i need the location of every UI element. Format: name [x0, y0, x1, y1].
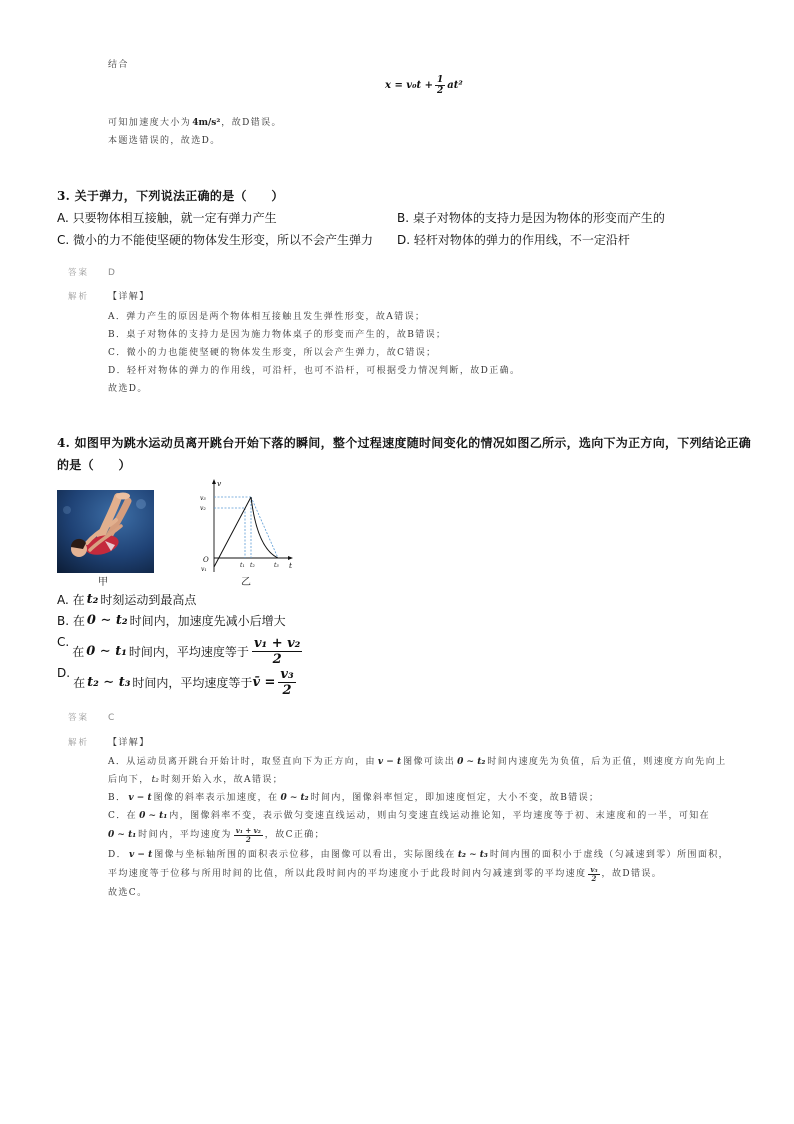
- q4-option-c: [57, 632, 305, 667]
- diver-photo: [57, 490, 154, 573]
- math-segment: 0 ∼ t₁: [108, 830, 137, 840]
- q3-option-b: B. 桌子对物体的支持力是因为物体的形变而产生的: [397, 211, 665, 225]
- q4-analysis-label: 解析: [68, 738, 90, 748]
- math-segment: 0 ∼ t₁: [86, 644, 127, 659]
- text-segment: 图像的斜率表示加速度，在: [153, 793, 279, 803]
- text-segment: 时刻运动到最高点: [100, 593, 197, 607]
- text-segment: D．: [108, 850, 128, 860]
- q4-explanation-c-line1: [108, 810, 710, 822]
- math-segment: t₂: [86, 592, 99, 607]
- fraction-numerator: v₃: [280, 667, 294, 682]
- v2-label: v₂: [200, 505, 206, 512]
- fraction-denominator: 2: [591, 873, 597, 883]
- text-segment: ，故D错误。: [221, 118, 282, 128]
- text-segment: 图像可读出: [403, 757, 456, 767]
- text-segment: ，故D错误。: [601, 869, 663, 879]
- q3-detail-heading: 【详解】: [108, 292, 150, 302]
- stadium-light: [63, 506, 71, 514]
- q4-explanation-b: [108, 792, 599, 804]
- text-segment: 在: [73, 676, 86, 690]
- text-segment: 内，图像斜率不变，表示做匀变速直线运动，则由匀变速直线运动推论知，平均速度等于初、末速度和的一半，可知在: [169, 811, 711, 821]
- vt-graph: [198, 478, 298, 574]
- text-segment: 时间内速度先为负值，后为正值，则速度方向先向上: [487, 757, 727, 767]
- text-segment: 可知加速度大小为: [108, 118, 192, 128]
- q3-conclusion: 故选D。: [108, 384, 148, 394]
- uniform-deceleration-line: [251, 497, 278, 558]
- fraction-numerator: v₁ + v₂: [253, 636, 301, 651]
- formula-left: x = v₀t +: [385, 79, 433, 91]
- fraction-denominator: 2: [245, 834, 251, 844]
- q3-analysis-label: 解析: [68, 292, 90, 302]
- text-segment: 在: [72, 645, 85, 659]
- diver-feet: [116, 493, 130, 500]
- math-segment: v − t: [377, 757, 402, 767]
- q4-title-line2: 的是（ ）: [57, 458, 131, 472]
- stadium-light: [136, 499, 146, 509]
- q4-detail-heading: 【详解】: [108, 738, 150, 748]
- q3-explanation-line: C．微小的力也能使坚硬的物体发生形变，所以会产生弹力，故C错误；: [108, 348, 437, 358]
- text-segment: C．在: [108, 811, 138, 821]
- option-letter: C.: [57, 635, 70, 649]
- math-segment: 0 ∼ t₂: [457, 757, 486, 767]
- q3-option-a: A. 只要物体相互接触，就一定有弹力产生: [57, 211, 277, 225]
- q3-title: 3. 关于弹力，下列说法正确的是（ ）: [57, 189, 284, 203]
- q4-explanation-d-line2: [108, 865, 662, 883]
- text-segment: 时间内，加速度先减小后增大: [129, 614, 286, 628]
- q3-explanation-line: D．轻杆对物体的弹力的作用线，可沿杆，也可不沿杆，可根据受力情况判断，故D正确。: [108, 366, 521, 376]
- formula-right: at²: [447, 79, 463, 91]
- math-segment: v̄ =: [252, 675, 276, 690]
- q4-answer-label: 答案: [68, 713, 90, 723]
- prev-line-acceleration: [108, 117, 282, 129]
- math-segment: 0 ∼ t₁: [139, 811, 168, 821]
- q3-answer-label: 答案: [68, 268, 90, 278]
- text-segment: 时间内围的面积小于虚线（匀减速到零）所围面积，: [489, 850, 730, 860]
- text-segment: B．: [108, 793, 127, 803]
- q3-explanation-line: B．桌子对物体的支持力是因为施力物体桌子的形变而产生的，故B错误；: [108, 330, 447, 340]
- rising-velocity-line: [214, 497, 251, 567]
- q4-explanation-c-line2: [108, 826, 325, 844]
- text-segment: 时刻开始入水，故A错误；: [160, 775, 284, 785]
- q4-answer-value: C: [108, 713, 115, 723]
- diver-photo-drawing: [57, 490, 154, 573]
- text-segment: 后向下，: [108, 775, 150, 785]
- t2-label: t₂: [250, 562, 255, 569]
- text-segment: 平均速度等于位移与所用时间的比值，所以此段时间内的平均速度小于此段时间内匀减速到零的平均速度: [108, 869, 587, 879]
- math-segment: t₂ ∼ t₃: [457, 850, 488, 860]
- v-axis-arrow: [212, 479, 216, 484]
- q4-option-a: [57, 592, 196, 608]
- t1-label: t₁: [240, 562, 245, 569]
- q4-option-d: [57, 663, 299, 698]
- text-segment: A. 在: [57, 593, 85, 607]
- fraction-denominator: 2: [272, 652, 282, 667]
- q3-explanation-line: A．弹力产生的原因是两个物体相互接触且发生弹性形变，故A错误；: [108, 312, 426, 322]
- q3-answer-value: D: [108, 268, 115, 278]
- figure-label-graph: 乙: [241, 577, 251, 588]
- formula-fraction: [435, 75, 445, 96]
- q4-option-b: [57, 613, 286, 629]
- math-segment: 0 ∼ t₂: [280, 793, 309, 803]
- text-segment: 时间内，平均速度等于: [132, 676, 253, 690]
- prev-intro: 结合: [108, 60, 129, 70]
- text-segment: 时间内，图像斜率恒定，即加速度恒定，大小不变，故B错误；: [310, 793, 600, 803]
- text-segment: 时间内，平均速度等于: [128, 645, 249, 659]
- math-segment: v − t: [128, 793, 152, 803]
- math-segment: 4m/s²: [192, 118, 221, 128]
- displacement-formula: [385, 74, 463, 96]
- q3-option-c: C. 微小的力不能使坚硬的物体发生形变，所以不会产生弹力: [57, 233, 374, 247]
- t-axis-label: t: [289, 561, 293, 570]
- fraction-denominator: 2: [436, 85, 444, 96]
- figure-label-photo: 甲: [98, 577, 108, 588]
- v1-label: v₁: [201, 566, 207, 573]
- origin-label: O: [203, 556, 209, 564]
- text-segment: A．从运动员离开跳台开始计时，取竖直向下为正方向，由: [108, 757, 376, 767]
- v3-label: v₃: [200, 495, 206, 502]
- math-segment: t₂: [151, 775, 159, 785]
- fraction-numerator: 1: [436, 74, 444, 85]
- q4-explanation-a-line1: [108, 756, 727, 768]
- q4-conclusion: 故选C。: [108, 888, 148, 898]
- vt-graph-drawing: [198, 478, 298, 574]
- prev-line-conclusion: 本题选错误的，故选D。: [108, 136, 221, 146]
- math-segment: t₂ ∼ t₃: [87, 675, 131, 690]
- v-axis-label: v: [217, 479, 222, 488]
- fraction-numerator: v₃: [590, 864, 598, 874]
- average-velocity-fraction: [234, 827, 263, 844]
- text-segment: 时间内，平均速度为: [138, 830, 232, 840]
- q3-option-d: D. 轻杆对物体的弹力的作用线，不一定沿杆: [397, 233, 630, 247]
- t-axis-arrow: [288, 556, 293, 560]
- text-segment: B. 在: [57, 614, 85, 628]
- math-segment: 0 ∼ t₂: [86, 613, 128, 628]
- fraction-denominator: 2: [282, 683, 292, 698]
- text-segment: ，故C正确；: [264, 830, 326, 840]
- fraction-numerator: v₁ + v₂: [235, 825, 261, 835]
- q4-explanation-d-line1: [108, 849, 729, 861]
- text-segment: 图像与坐标轴所围的面积表示位移，由图像可以看出，实际图线在: [154, 850, 456, 860]
- average-velocity-fraction: [278, 667, 295, 698]
- average-velocity-fraction: [588, 866, 599, 883]
- option-letter: D.: [57, 666, 71, 680]
- q4-title-line1: 4. 如图甲为跳水运动员离开跳台开始下落的瞬间，整个过程速度随时间变化的情况如图乙所示，选向下为正方向，下列结论正确: [57, 436, 752, 450]
- t3-label: t₃: [274, 562, 279, 569]
- math-segment: v − t: [129, 850, 153, 860]
- option-body: [73, 667, 299, 698]
- q4-explanation-a-line2: [108, 774, 283, 786]
